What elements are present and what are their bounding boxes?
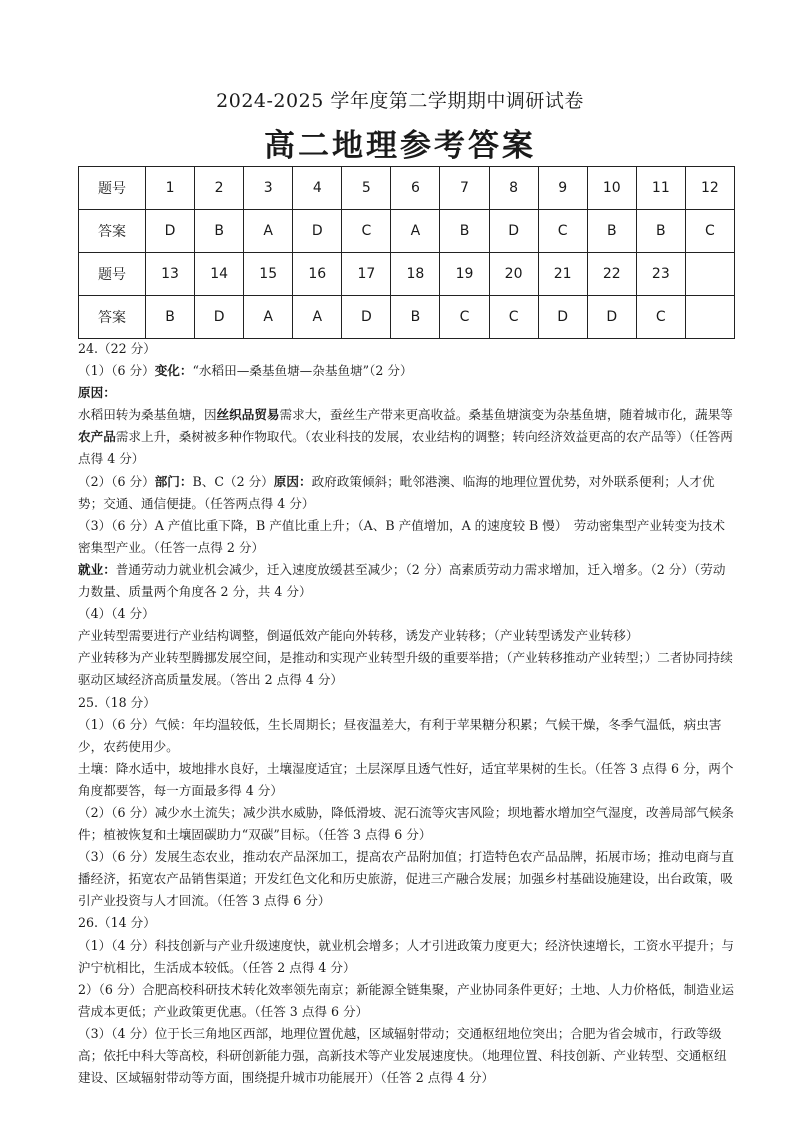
answer-paragraph	[78, 382, 735, 404]
answer-cell: 19	[440, 253, 489, 296]
answer-cell: D	[342, 296, 391, 339]
bold-keyword: 原因：	[78, 385, 116, 401]
text-segment: （3）（4 分）位于长三角地区西部，地理位置优越，区域辐射带动；交通枢纽地位突出；合肥为省会城市，行政等级高；依托中科大等高校，科研创新能力强，高新技术等产业发展速度快。（地理位置、科技创新、产业转型、交通枢纽建设、区域辐射带动等方面，围绕提升城市功能展开）（任答 2 点得 4 分）	[78, 1025, 727, 1086]
answer-cell: 17	[342, 253, 391, 296]
answer-cell: B	[195, 210, 244, 253]
answer-cell: 11	[636, 167, 685, 210]
answer-cell: 5	[342, 167, 391, 210]
answer-cell: 12	[685, 167, 734, 210]
answer-paragraph	[78, 714, 735, 758]
answer-paragraph	[78, 338, 735, 360]
answer-cell: 8	[489, 167, 538, 210]
answer-cell: C	[342, 210, 391, 253]
text-segment: 2）（6 分）合肥高校科研技术转化效率领先南京；新能源全链集聚，产业协同条件更好；土地、人力价格低，制造业运营成本更低；产业政策更优惠。（任答 3 点得 6 分）	[78, 981, 735, 1019]
answer-cell: D	[195, 296, 244, 339]
text-segment: 24.（22 分）	[78, 341, 156, 356]
row-label: 答案	[79, 210, 146, 253]
answer-cell: 14	[195, 253, 244, 296]
text-segment: （3）（6 分）A 产值比重下降，B 产值比重上升；（A、B 产值增加，A 的速度较 B 慢） 劳动密集型产业转变为技术密集型产业。（任答一点得 2 分）	[78, 517, 725, 555]
answer-paragraph	[78, 912, 735, 934]
answer-cell: D	[489, 210, 538, 253]
answer-table-row	[79, 296, 735, 339]
answer-cell: B	[146, 296, 195, 339]
answer-cell: 1	[146, 167, 195, 210]
answer-table	[78, 166, 735, 339]
bold-keyword: 就业：	[78, 561, 116, 577]
answer-cell: B	[636, 210, 685, 253]
answer-cell: 7	[440, 167, 489, 210]
text-segment: （4）（4 分）	[78, 606, 155, 622]
text-segment: 土壤：降水适中，坡地排水良好，土壤湿度适宜；土层深厚且透气性好，适宜苹果树的生长。（任答 3 点得 6 分，两个角度都要答，每一方面最多得 4 分）	[78, 760, 734, 798]
text-segment: “水稻田—桑基鱼塘—杂基鱼塘”（2 分）	[192, 363, 413, 379]
text-segment: （1）（6 分）气候：年均温较低，生长周期长；昼夜温差大，有利于苹果糖分积累；气候干燥，冬季气温低，病虫害少，农药使用少。	[78, 716, 722, 754]
bold-keyword: 农产品	[78, 429, 116, 445]
answer-paragraph	[78, 846, 735, 912]
answer-cell: B	[440, 210, 489, 253]
answer-cell: D	[146, 210, 195, 253]
answer-cell: 23	[636, 253, 685, 296]
row-label: 题号	[79, 253, 146, 296]
answer-paragraph	[78, 802, 735, 846]
answer-paragraph	[78, 935, 735, 979]
text-segment: （3）（6 分）发展生态农业，推动农产品深加工，提高农产品附加值；打造特色农产品品牌，拓展市场；推动电商与直播经济，拓宽农产品销售渠道；开发红色文化和历史旅游，促进三产融合发展；加强乡村基础设施建设，出台政策，吸引产业投资与人才回流。（任答 3 点得 6 分）	[78, 849, 735, 909]
answer-table-row	[79, 210, 735, 253]
answer-cell: 22	[587, 253, 636, 296]
text-segment: 产业转型需要进行产业结构调整，倒逼低效产能向外转移，诱发产业转移；（产业转型诱发产业转移）	[78, 628, 639, 644]
answer-paragraph	[78, 1023, 735, 1089]
text-segment: （2）（6 分）减少水土流失；减少洪水威胁，降低滑坡、泥石流等灾害风险；坝地蓄水增加空气湿度，改善局部气候条件；植被恢复和土壤固碳助力“双碳”目标。（任答 3 点得 6 分）	[78, 804, 735, 843]
answer-cell	[685, 296, 734, 339]
text-segment: 需求上升，桑树被多种作物取代。（农业科技的发展，农业结构的调整；转向经济效益更高的农产品等）（任答两点得 4 分）	[78, 429, 733, 467]
text-segment: （2）（6 分）	[78, 473, 155, 489]
text-segment: 普通劳动力就业机会减少，迁入速度放缓甚至减少；（2 分）高素质劳动力需求增加，迁入增多。（2 分）（劳动力数量、质量两个角度各 2 分，共 4 分）	[78, 561, 726, 600]
answer-cell: 21	[538, 253, 587, 296]
bold-keyword: 丝织品贸易	[216, 407, 280, 423]
answer-cell	[685, 253, 734, 296]
answer-cell: 15	[244, 253, 293, 296]
answer-cell: B	[391, 296, 440, 339]
answer-paragraph	[78, 692, 735, 714]
answer-cell: C	[685, 210, 734, 253]
text-segment: 26.（14 分）	[78, 915, 156, 931]
answer-cell: A	[391, 210, 440, 253]
answer-cell: 4	[293, 167, 342, 210]
row-label: 答案	[79, 296, 146, 339]
answer-cell: D	[587, 296, 636, 339]
answer-cell: A	[244, 296, 293, 339]
bold-keyword: 变化：	[154, 363, 193, 379]
text-segment: 产业转移为产业转型腾挪发展空间，是推动和实现产业转型升级的重要举措；（产业转移推动产业转型；）二者协同持续驱动区域经济高质量发展。（答出 2 点得 4 分）	[78, 650, 733, 688]
text-segment: 需求大，蚕丝生产带来更高收益。桑基鱼塘演变为杂基鱼塘，随着城市化，蔬果等	[279, 407, 733, 423]
text-segment: （1）（6 分）	[78, 363, 155, 379]
answer-paragraph	[78, 625, 735, 647]
answer-paragraph	[78, 360, 735, 382]
answer-cell: D	[293, 210, 342, 253]
answer-paragraph	[78, 758, 735, 802]
text-segment: 水稻田转为桑基鱼塘，因	[78, 407, 217, 423]
answer-cell: C	[636, 296, 685, 339]
answer-paragraph	[78, 559, 735, 603]
exam-subtitle: 2024-2025 学年度第二学期期中调研试卷	[216, 90, 584, 112]
answer-cell: 16	[293, 253, 342, 296]
answer-cell: 18	[391, 253, 440, 296]
answer-cell: C	[440, 296, 489, 339]
answer-cell: 10	[587, 167, 636, 210]
answer-cell: C	[489, 296, 538, 339]
answer-cell: 20	[489, 253, 538, 296]
answer-cell: 9	[538, 167, 587, 210]
answer-paragraph	[78, 515, 735, 559]
answer-cell: 13	[146, 253, 195, 296]
answer-explanations	[78, 338, 735, 1089]
answer-table-row	[79, 167, 735, 210]
answer-cell: A	[244, 210, 293, 253]
text-segment: 25.（18 分）	[78, 694, 156, 710]
answer-paragraph	[78, 647, 735, 691]
text-segment: B、C（2 分）	[192, 473, 274, 489]
answer-paragraph	[78, 979, 735, 1023]
answer-cell: 3	[244, 167, 293, 210]
text-segment: （1）（4 分）科技创新与产业升级速度快，就业机会增多；人才引进政策力度更大；经济快速增长，工资水平提升；与沪宁杭相比，生活成本较低。（任答 2 点得 4 分）	[78, 937, 735, 975]
answer-paragraph	[78, 603, 735, 625]
answer-cell: 6	[391, 167, 440, 210]
bold-keyword: 原因：	[273, 473, 312, 489]
answer-paragraph	[78, 404, 735, 470]
answer-cell: B	[587, 210, 636, 253]
answer-cell: D	[538, 296, 587, 339]
bold-keyword: 部门：	[154, 473, 193, 489]
page-title: 高二地理参考答案	[264, 128, 536, 164]
row-label: 题号	[79, 167, 146, 210]
answer-cell: A	[293, 296, 342, 339]
answer-cell: C	[538, 210, 587, 253]
text-segment: 政府政策倾斜；毗邻港澳、临海的地理位置优势，对外联系便利；人才优势；交通、通信便捷。（任答两点得 4 分）	[78, 473, 715, 511]
answer-table-row	[79, 253, 735, 296]
answer-cell: 2	[195, 167, 244, 210]
answer-paragraph	[78, 471, 735, 515]
